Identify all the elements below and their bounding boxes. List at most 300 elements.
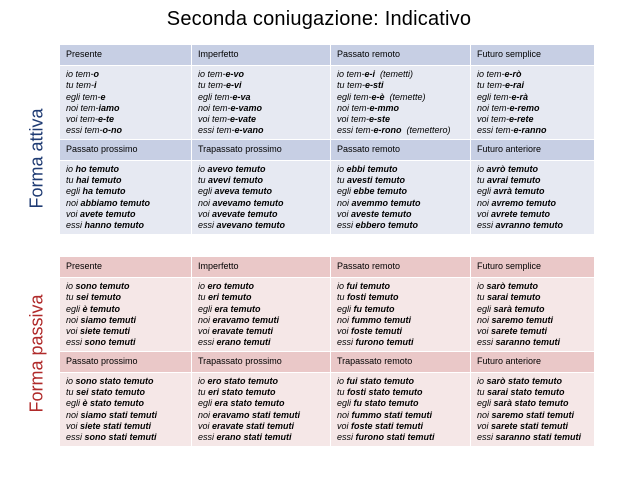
conjugation-line <box>477 114 588 125</box>
verb-ending: e-ranno <box>513 125 547 136</box>
verb-ending: avranno temuto <box>495 220 564 231</box>
verb-ending: ha temuto <box>82 186 126 197</box>
pronoun-stem: io <box>198 281 208 291</box>
verb-ending: ebbi temuto <box>346 163 398 174</box>
conjugation-line <box>66 337 185 348</box>
verb-ending: sei temuto <box>76 292 122 303</box>
conjugation-line <box>477 198 588 209</box>
conjugation-cell <box>471 372 595 446</box>
pronoun-stem: tu <box>66 387 77 398</box>
conjugation-line <box>337 209 464 220</box>
conjugation-line <box>337 92 464 103</box>
verb-ending: avesti temuto <box>347 175 406 186</box>
conjugation-line <box>337 292 464 303</box>
pronoun-stem: noi tem- <box>337 102 370 113</box>
conjugation-cell <box>60 66 192 140</box>
conjugation-line <box>66 376 185 387</box>
conjugation-cell <box>331 66 471 140</box>
conjugation-line <box>66 410 185 421</box>
verb-ending: siamo stati temuti <box>80 409 158 420</box>
conjugation-line <box>337 398 464 409</box>
verb-ending: avrai temuto <box>487 175 541 186</box>
conjugation-line <box>66 186 185 197</box>
verb-ending: sono stato temuto <box>75 375 154 386</box>
verb-ending: e-è <box>371 91 385 102</box>
conjugation-line <box>198 69 324 80</box>
conjugation-line <box>337 421 464 432</box>
verb-ending: eri temuto <box>208 292 252 303</box>
conjugation-row <box>60 278 595 352</box>
pronoun-stem: io <box>477 375 487 386</box>
conjugation-line <box>198 292 324 303</box>
conjugation-line <box>477 209 588 220</box>
tense-header: Passato remoto <box>331 257 471 278</box>
conjugation-line <box>198 376 324 387</box>
pronoun-stem: noi <box>198 197 213 208</box>
conjugation-line <box>198 432 324 443</box>
variant-note: (temettero) <box>401 125 451 136</box>
conjugation-line <box>477 387 588 398</box>
conjugation-line <box>337 220 464 231</box>
verb-ending: sarà stato temuto <box>493 398 569 409</box>
conjugation-line <box>66 398 185 409</box>
pronoun-stem: essi <box>477 337 496 348</box>
header-row <box>60 351 595 372</box>
tense-header: Futuro semplice <box>471 45 595 66</box>
pronoun-stem: egli <box>66 398 83 409</box>
verb-ending: avevano temuto <box>216 220 286 231</box>
pronoun-stem: noi <box>66 409 81 420</box>
conjugation-cell <box>471 66 595 140</box>
conjugation-line <box>198 337 324 348</box>
conjugation-cell <box>192 160 331 234</box>
pronoun-stem: noi <box>337 409 352 420</box>
tense-header: Imperfetto <box>192 45 331 66</box>
conjugation-line <box>477 125 588 136</box>
pronoun-stem: egli tem- <box>66 91 101 102</box>
pronoun-stem: essi <box>477 432 496 443</box>
pronoun-stem: noi <box>337 197 352 208</box>
verb-ending: avevo temuto <box>207 163 266 174</box>
pronoun-stem: egli tem- <box>477 91 512 102</box>
conjugation-line <box>66 292 185 303</box>
pronoun-stem: noi tem- <box>198 102 231 113</box>
conjugation-line <box>477 410 588 421</box>
verb-ending: siete stati temuti <box>80 420 152 431</box>
verb-ending: e-vamo <box>230 102 263 113</box>
verb-ending: e-sti <box>365 80 384 91</box>
conjugation-line <box>66 432 185 443</box>
pronoun-stem: essi tem- <box>198 125 235 136</box>
conjugation-line <box>198 387 324 398</box>
conjugation-line <box>198 186 324 197</box>
conjugation-line <box>477 326 588 337</box>
conjugation-line <box>477 186 588 197</box>
pronoun-stem: voi <box>477 208 492 219</box>
conjugation-cell <box>60 372 192 446</box>
verb-ending: sono temuto <box>75 281 130 291</box>
pronoun-stem: essi <box>198 337 217 348</box>
pronoun-stem: voi <box>66 420 81 431</box>
pronoun-stem: essi <box>477 220 496 231</box>
pronoun-stem: io tem- <box>198 69 226 79</box>
verb-ending: furono temuti <box>355 337 414 348</box>
conjugation-line <box>66 220 185 231</box>
pronoun-stem: tu <box>477 175 488 186</box>
conjugation-line <box>477 281 588 292</box>
verb-ending: siete temuti <box>80 326 131 337</box>
pronoun-stem: noi tem- <box>477 102 510 113</box>
verb-ending: ho temuto <box>75 163 120 174</box>
pronoun-stem: egli <box>477 398 494 409</box>
pronoun-stem: voi <box>477 326 492 337</box>
conjugation-cell <box>60 160 192 234</box>
conjugation-line <box>198 175 324 186</box>
pronoun-stem: tu <box>198 292 209 303</box>
conjugation-line <box>477 421 588 432</box>
pronoun-stem: voi tem- <box>337 114 370 125</box>
verb-ending: avevate temuto <box>212 208 278 219</box>
verb-ending: foste temuti <box>351 326 403 337</box>
pronoun-stem: essi tem- <box>477 125 514 136</box>
pronoun-stem: egli <box>66 186 83 197</box>
table-forma-passiva <box>59 256 595 447</box>
pronoun-stem: tu <box>337 292 348 303</box>
verb-ending: sarà temuto <box>493 303 545 314</box>
pronoun-stem: io <box>477 281 487 291</box>
page-title: Seconda coniugazione: Indicativo <box>166 8 472 30</box>
verb-ending: o-no <box>102 125 123 136</box>
conjugation-line <box>337 315 464 326</box>
pronoun-stem: egli tem- <box>337 91 372 102</box>
conjugation-line <box>198 315 324 326</box>
verb-ending: furono stati temuti <box>355 432 435 443</box>
verb-ending: ero temuto <box>207 281 255 291</box>
conjugation-line <box>198 421 324 432</box>
verb-ending: avremo temuto <box>491 197 557 208</box>
verb-ending: eravamo stati temuti <box>212 409 301 420</box>
conjugation-line <box>337 337 464 348</box>
verb-ending: e-te <box>98 114 115 125</box>
conjugation-line <box>337 432 464 443</box>
conjugation-line <box>66 69 185 80</box>
conjugation-line <box>198 209 324 220</box>
verb-ending: era temuto <box>214 303 261 314</box>
pronoun-stem: noi <box>198 314 213 325</box>
pronoun-stem: voi <box>66 326 81 337</box>
conjugation-line <box>66 315 185 326</box>
verb-ending: e-vano <box>234 125 264 136</box>
verb-ending: erano temuti <box>216 337 271 348</box>
pronoun-stem: egli <box>198 398 215 409</box>
verb-ending: sarete stati temuti <box>491 420 569 431</box>
conjugation-line <box>198 92 324 103</box>
tense-header: Presente <box>60 45 192 66</box>
table-forma-attiva <box>59 44 595 235</box>
verb-ending: eravate temuti <box>212 326 274 337</box>
pronoun-stem: io <box>477 163 487 174</box>
conjugation-cell <box>471 160 595 234</box>
conjugation-cell <box>331 160 471 234</box>
conjugation-line <box>66 326 185 337</box>
conjugation-cell <box>60 278 192 352</box>
pronoun-stem: io <box>66 281 76 291</box>
verb-ending: era stato temuto <box>214 398 285 409</box>
verb-ending: e-vo <box>225 69 245 79</box>
conjugation-cell <box>192 278 331 352</box>
conjugation-cell <box>192 66 331 140</box>
tense-header: Passato remoto <box>331 45 471 66</box>
pronoun-stem: noi <box>66 314 81 325</box>
conjugation-line <box>337 80 464 91</box>
pronoun-stem: io <box>198 375 208 386</box>
verb-ending: è stato temuto <box>82 398 145 409</box>
pronoun-stem: io <box>66 375 76 386</box>
pronoun-stem: tu <box>66 292 77 303</box>
verb-ending: hanno temuto <box>84 220 145 231</box>
conjugation-line <box>337 410 464 421</box>
conjugation-line <box>337 281 464 292</box>
verb-ending: fu temuto <box>353 303 395 314</box>
conjugation-line <box>477 80 588 91</box>
conjugation-line <box>477 315 588 326</box>
pronoun-stem: tu tem- <box>337 80 366 91</box>
verb-ending: e-vi <box>226 80 242 91</box>
verb-ending: sarò temuto <box>486 281 539 291</box>
pronoun-stem: noi <box>337 314 352 325</box>
pronoun-stem: io <box>198 163 208 174</box>
conjugation-line <box>66 80 185 91</box>
verb-ending: e <box>100 91 106 102</box>
conjugation-line <box>477 337 588 348</box>
verb-ending: e-rete <box>509 114 534 125</box>
conjugation-line <box>66 114 185 125</box>
pronoun-stem: tu tem- <box>477 80 506 91</box>
conjugation-cell <box>331 278 471 352</box>
conjugation-line <box>337 376 464 387</box>
pronoun-stem: egli tem- <box>198 91 233 102</box>
verb-ending: eri stato temuto <box>208 387 276 398</box>
conjugation-line <box>477 398 588 409</box>
conjugation-line <box>337 164 464 175</box>
conjugation-line <box>66 103 185 114</box>
pronoun-stem: noi <box>477 197 492 208</box>
pronoun-stem: tu <box>198 387 209 398</box>
tense-header: Trapassato prossimo <box>192 139 331 160</box>
pronoun-stem: egli <box>337 303 354 314</box>
pronoun-stem: tu <box>337 175 348 186</box>
pronoun-stem: voi tem- <box>198 114 231 125</box>
verb-ending: sarai stato temuto <box>487 387 565 398</box>
conjugation-line <box>477 69 588 80</box>
tense-header: Passato prossimo <box>60 139 192 160</box>
conjugation-line <box>477 304 588 315</box>
verb-ending: o <box>93 69 100 79</box>
verb-ending: e-i <box>364 69 376 79</box>
conjugation-line <box>66 164 185 175</box>
tense-header: Futuro anteriore <box>471 139 595 160</box>
verb-ending: avevamo temuto <box>212 197 284 208</box>
header-row <box>60 257 595 278</box>
conjugation-row <box>60 160 595 234</box>
conjugation-cell <box>471 278 595 352</box>
pronoun-stem: io tem- <box>337 69 365 79</box>
pronoun-stem: tu <box>477 292 488 303</box>
verb-ending: ebbe temuto <box>353 186 408 197</box>
conjugation-line <box>337 326 464 337</box>
pronoun-stem: io <box>337 163 347 174</box>
conjugation-line <box>198 198 324 209</box>
verb-ending: fosti temuto <box>347 292 399 303</box>
pronoun-stem: essi <box>198 220 217 231</box>
verb-ending: eravate stati temuti <box>212 420 295 431</box>
conjugation-line <box>477 432 588 443</box>
tense-header: Presente <box>60 257 192 278</box>
conjugation-line <box>198 114 324 125</box>
pronoun-stem: noi <box>198 409 213 420</box>
conjugation-line <box>198 80 324 91</box>
verb-ending: e-rono <box>373 125 402 136</box>
pronoun-stem: tu <box>66 175 77 186</box>
conjugation-line <box>66 175 185 186</box>
pronoun-stem: essi <box>337 432 356 443</box>
header-row <box>60 45 595 66</box>
conjugation-line <box>198 220 324 231</box>
verb-ending: fummo stati temuti <box>351 409 433 420</box>
verb-ending: siamo temuti <box>80 314 137 325</box>
pronoun-stem: egli <box>337 186 354 197</box>
pronoun-stem: tu tem- <box>198 80 227 91</box>
conjugation-line <box>477 292 588 303</box>
pronoun-stem: voi <box>477 420 492 431</box>
verb-ending: aveste temuto <box>351 208 412 219</box>
pronoun-stem: essi tem- <box>66 125 103 136</box>
conjugation-line <box>337 69 464 80</box>
pronoun-stem: voi <box>337 326 352 337</box>
verb-ending: e-vate <box>230 114 257 125</box>
conjugation-line <box>198 326 324 337</box>
variant-note: (temetti) <box>375 69 414 79</box>
verb-ending: abbiamo temuto <box>80 197 151 208</box>
conjugation-line <box>198 410 324 421</box>
verb-ending: iamo <box>98 102 120 113</box>
verb-ending: saremo temuti <box>491 314 554 325</box>
verb-ending: è temuto <box>82 303 121 314</box>
verb-ending: sarete temuti <box>491 326 548 337</box>
pronoun-stem: noi <box>477 314 492 325</box>
pronoun-stem: io <box>337 281 347 291</box>
verb-ending: e-remo <box>509 102 540 113</box>
verb-ending: e-ste <box>369 114 391 125</box>
verb-ending: saranno temuti <box>495 337 561 348</box>
conjugation-line <box>66 125 185 136</box>
verb-ending: fui stato temuto <box>346 375 415 386</box>
conjugation-line <box>337 304 464 315</box>
conjugation-line <box>477 92 588 103</box>
conjugation-line <box>198 281 324 292</box>
conjugation-line <box>66 387 185 398</box>
pronoun-stem: noi <box>66 197 81 208</box>
verb-ending: avete temuto <box>80 208 136 219</box>
verb-ending: avrà temuto <box>493 186 545 197</box>
verb-ending: ebbero temuto <box>355 220 419 231</box>
verb-ending: avevi temuto <box>208 175 264 186</box>
pronoun-stem: tu <box>198 175 209 186</box>
conjugation-line <box>477 220 588 231</box>
conjugation-line <box>66 304 185 315</box>
verb-ending: avemmo temuto <box>351 197 421 208</box>
verb-ending: hai temuto <box>76 175 122 186</box>
pronoun-stem: voi <box>198 208 213 219</box>
pronoun-stem: io <box>337 375 347 386</box>
tense-header: Trapassato remoto <box>331 351 471 372</box>
pronoun-stem: voi <box>198 420 213 431</box>
verb-ending: ero stato temuto <box>207 375 279 386</box>
pronoun-stem: io <box>66 163 76 174</box>
conjugation-line <box>477 164 588 175</box>
verb-ending: avrete temuto <box>491 208 551 219</box>
verb-ending: e-mmo <box>369 102 400 113</box>
conjugation-line <box>337 387 464 398</box>
verb-ending: e-va <box>232 91 251 102</box>
pronoun-stem: tu <box>337 387 348 398</box>
tense-header: Futuro anteriore <box>471 351 595 372</box>
pronoun-stem: egli <box>337 398 354 409</box>
pronoun-stem: voi <box>66 208 81 219</box>
verb-ending: saremo stati temuti <box>491 409 575 420</box>
tense-header: Passato remoto <box>331 139 471 160</box>
conjugation-line <box>337 175 464 186</box>
verb-ending: fui temuto <box>346 281 391 291</box>
verb-ending: aveva temuto <box>214 186 273 197</box>
pronoun-stem: voi <box>337 420 352 431</box>
pronoun-stem: egli <box>477 303 494 314</box>
verb-ending: e-rà <box>511 91 529 102</box>
verb-ending: erano stati temuti <box>216 432 292 443</box>
pronoun-stem: egli <box>477 186 494 197</box>
pronoun-stem: io tem- <box>477 69 505 79</box>
conjugation-row <box>60 372 595 446</box>
conjugation-cell <box>331 372 471 446</box>
pronoun-stem: essi <box>337 337 356 348</box>
conjugation-line <box>337 186 464 197</box>
verb-ending: e-rò <box>504 69 522 79</box>
pronoun-stem: essi tem- <box>337 125 374 136</box>
conjugation-line <box>66 92 185 103</box>
header-row <box>60 139 595 160</box>
pronoun-stem: egli <box>198 303 215 314</box>
verb-ending: fu stato temuto <box>353 398 419 409</box>
pronoun-stem: essi <box>337 220 356 231</box>
conjugation-line <box>198 304 324 315</box>
conjugation-row <box>60 66 595 140</box>
side-label-passiva: Forma passiva <box>26 294 47 413</box>
pronoun-stem: tu tem- <box>66 80 95 91</box>
pronoun-stem: voi tem- <box>477 114 510 125</box>
tense-header: Imperfetto <box>192 257 331 278</box>
pronoun-stem: egli <box>66 303 83 314</box>
pronoun-stem: voi tem- <box>66 114 99 125</box>
verb-ending: sono temuti <box>84 337 136 348</box>
verb-ending: sono stati temuti <box>84 432 157 443</box>
verb-ending: i <box>94 80 97 91</box>
pronoun-stem: noi tem- <box>66 102 99 113</box>
verb-ending: sarò stato temuto <box>486 375 563 386</box>
tense-header: Futuro semplice <box>471 257 595 278</box>
conjugation-line <box>66 421 185 432</box>
pronoun-stem: noi <box>477 409 492 420</box>
pronoun-stem: voi <box>337 208 352 219</box>
